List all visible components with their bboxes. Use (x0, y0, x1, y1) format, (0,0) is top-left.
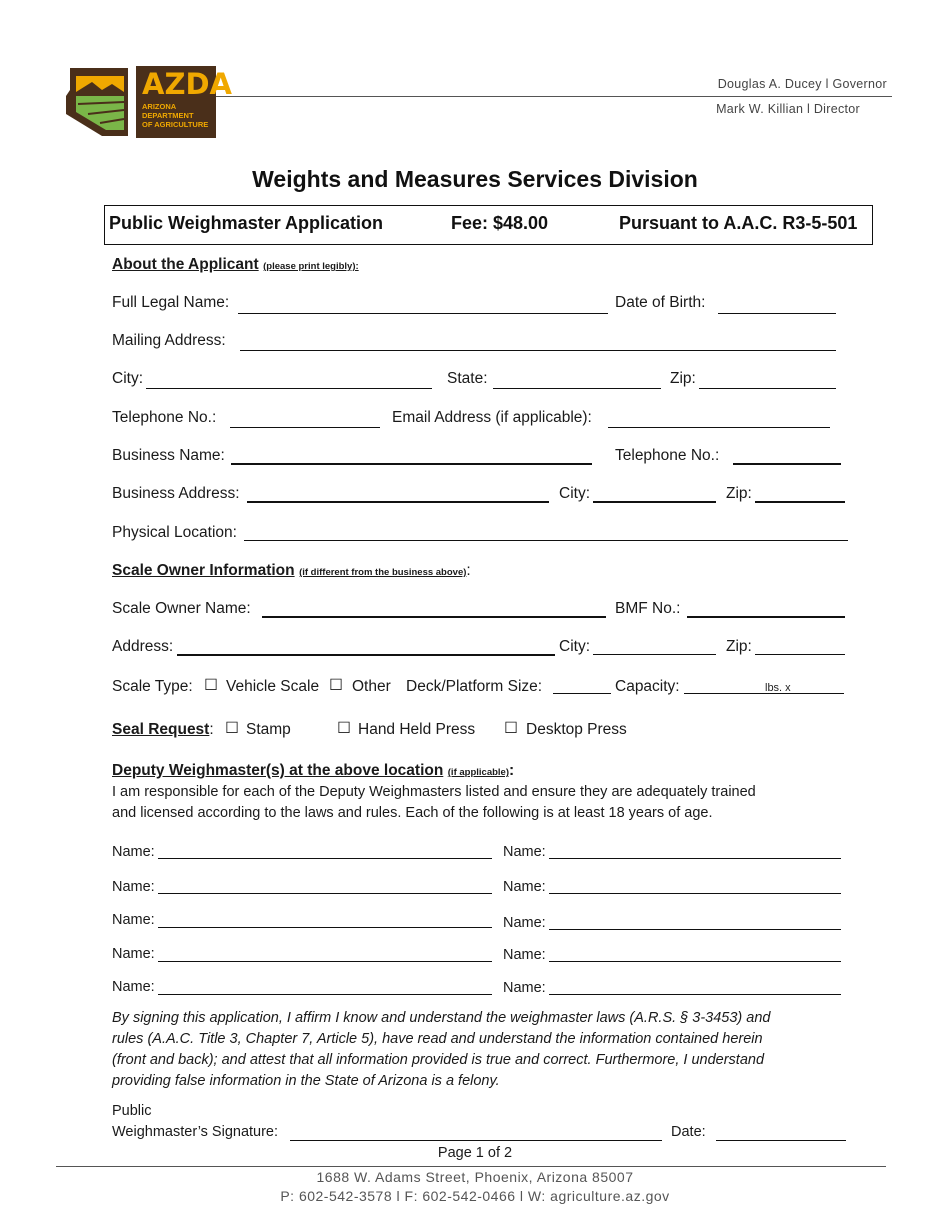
deputy-name-label: Name: (503, 879, 546, 895)
vehicle-scale-checkbox[interactable]: ☐ (204, 677, 218, 694)
arizona-map-icon (66, 66, 130, 138)
owner-name-label: Scale Owner Name: (112, 600, 251, 617)
footer-address: 1688 W. Adams Street, Phoenix, Arizona 85007 (316, 1169, 634, 1185)
mailing-label: Mailing Address: (112, 332, 226, 349)
email-label: Email Address (if applicable): (392, 409, 592, 426)
owner-zip-field[interactable] (755, 654, 845, 655)
section-colon: : (509, 762, 515, 779)
logo-title: AZDA (142, 67, 232, 101)
business-name-field[interactable] (231, 463, 592, 465)
affirmation-text: rules (A.A.C. Title 3, Chapter 7, Article 5), have read and understand the information contained herein (112, 1031, 763, 1047)
owner-address-field[interactable] (177, 654, 555, 656)
deputy-name-field[interactable] (158, 893, 492, 894)
telephone-field[interactable] (230, 427, 380, 428)
deputy-name-label: Name: (112, 912, 155, 928)
business-phone-label: Telephone No.: (615, 447, 720, 464)
bmf-label: BMF No.: (615, 600, 681, 617)
dob-label: Date of Birth: (615, 294, 706, 311)
business-zip-field[interactable] (755, 501, 845, 503)
deputy-name-field[interactable] (158, 927, 492, 928)
signature-label: Weighmaster’s Signature: (112, 1124, 279, 1140)
capacity-field[interactable] (684, 693, 844, 694)
bmf-field[interactable] (687, 616, 845, 618)
mailing-field[interactable] (240, 350, 836, 351)
state-field[interactable] (493, 388, 661, 389)
deputy-name-label: Name: (112, 946, 155, 962)
section-heading: Deputy Weighmaster(s) at the above location (112, 762, 444, 779)
signature-field[interactable] (290, 1140, 662, 1141)
director-name: Mark W. Killian l Director (716, 102, 860, 116)
section-note: (please print legibly): (263, 261, 359, 272)
section-colon: : (466, 562, 471, 579)
owner-name-field[interactable] (262, 616, 606, 618)
telephone-label: Telephone No.: (112, 409, 217, 426)
affirmation-text: (front and back); and attest that all information provided is true and correct. Furthermore, I understand (112, 1052, 765, 1068)
affirmation-text: providing false information in the State of Arizona is a felony. (112, 1073, 500, 1089)
deputy-name-field[interactable] (549, 929, 841, 930)
capacity-unit: lbs. x (765, 682, 791, 694)
deputy-name-field[interactable] (549, 994, 841, 995)
section-seal (112, 721, 214, 739)
deputy-name-label: Name: (503, 980, 546, 996)
footer-contact: P: 602-542-3578 l F: 602-542-0466 l W: agriculture.az.gov (280, 1188, 670, 1204)
city-field[interactable] (146, 388, 432, 389)
pursuant: Pursuant to A.A.C. R3-5-501 (619, 213, 858, 233)
deputy-name-field[interactable] (158, 994, 492, 995)
desktop-press-checkbox[interactable]: ☐ (504, 720, 518, 737)
section-heading: Seal Request (112, 721, 210, 738)
email-field[interactable] (608, 427, 830, 428)
deputy-name-label: Name: (503, 915, 546, 931)
application-name: Public Weighmaster Application (109, 213, 384, 233)
desktop-press-label: Desktop Press (526, 721, 627, 738)
city-label: City: (112, 370, 143, 387)
hand-press-checkbox[interactable]: ☐ (337, 720, 351, 737)
physical-label: Physical Location: (112, 524, 237, 541)
deck-size-field[interactable] (553, 693, 611, 694)
business-city-field[interactable] (593, 501, 716, 503)
stamp-checkbox[interactable]: ☐ (225, 720, 239, 737)
section-note: (if applicable) (447, 767, 509, 778)
signature-date-label: Date: (671, 1124, 706, 1140)
business-zip-label: Zip: (726, 485, 752, 502)
owner-zip-label: Zip: (726, 638, 752, 655)
fee: Fee: $48.00 (451, 213, 549, 233)
logo (66, 66, 130, 138)
deputy-name-field[interactable] (549, 858, 841, 859)
deck-size-label: Deck/Platform Size: (406, 678, 543, 695)
full-name-field[interactable] (238, 313, 608, 314)
owner-address-label: Address: (112, 638, 174, 655)
business-address-label: Business Address: (112, 485, 240, 502)
zip-field[interactable] (699, 388, 836, 389)
deputy-name-label: Name: (503, 947, 546, 963)
business-address-field[interactable] (247, 501, 549, 503)
state-label: State: (447, 370, 488, 387)
full-name-label: Full Legal Name: (112, 294, 230, 311)
zip-label: Zip: (670, 370, 696, 387)
governor-name: Douglas A. Ducey l Governor (717, 77, 887, 91)
deputy-name-field[interactable] (549, 893, 841, 894)
section-note: (if different from the business above) (299, 567, 467, 578)
physical-field[interactable] (244, 540, 848, 541)
section-heading: About the Applicant (112, 256, 259, 273)
section-deputy (112, 762, 514, 780)
deputy-name-field[interactable] (158, 858, 492, 859)
deputy-name-field[interactable] (158, 961, 492, 962)
deputy-name-label: Name: (112, 844, 155, 860)
logo-line: OF AGRICULTURE (142, 120, 209, 129)
deputy-name-field[interactable] (549, 961, 841, 962)
scale-type-label: Scale Type: (112, 678, 193, 695)
footer-divider (56, 1166, 886, 1167)
owner-city-label: City: (559, 638, 590, 655)
logo-wordmark (136, 66, 232, 138)
deputy-name-label: Name: (503, 844, 546, 860)
deputy-text: I am responsible for each of the Deputy Weighmasters listed and ensure they are adequately trained (112, 784, 756, 800)
deputy-text: and licensed according to the laws and rules. Each of the following is at least 18 years of age. (112, 805, 713, 821)
business-name-label: Business Name: (112, 447, 225, 464)
page-number: Page 1 of 2 (437, 1145, 513, 1161)
logo-line: ARIZONA (142, 102, 177, 111)
business-phone-field[interactable] (733, 463, 841, 465)
section-scale-owner (112, 562, 471, 580)
capacity-label: Capacity: (615, 678, 680, 695)
other-checkbox[interactable]: ☐ (329, 677, 343, 694)
logo-line: DEPARTMENT (142, 111, 194, 120)
section-colon: : (209, 721, 214, 738)
other-label: Other (352, 678, 391, 695)
section-heading: Scale Owner Information (112, 562, 295, 579)
affirmation-text: By signing this application, I affirm I know and understand the weighmaster laws (A.R.S. § 3-3453) and (112, 1010, 771, 1026)
hand-press-label: Hand Held Press (358, 721, 476, 738)
dob-field[interactable] (718, 313, 836, 314)
vehicle-scale-label: Vehicle Scale (226, 678, 320, 695)
signature-date-field[interactable] (716, 1140, 846, 1141)
stamp-label: Stamp (246, 721, 291, 738)
deputy-name-label: Name: (112, 879, 155, 895)
header-divider (216, 96, 892, 97)
business-city-label: City: (559, 485, 590, 502)
deputy-name-label: Name: (112, 979, 155, 995)
page-title: Weights and Measures Services Division (252, 166, 698, 192)
owner-city-field[interactable] (593, 654, 716, 655)
signature-label: Public (112, 1103, 152, 1119)
section-applicant (112, 256, 359, 274)
